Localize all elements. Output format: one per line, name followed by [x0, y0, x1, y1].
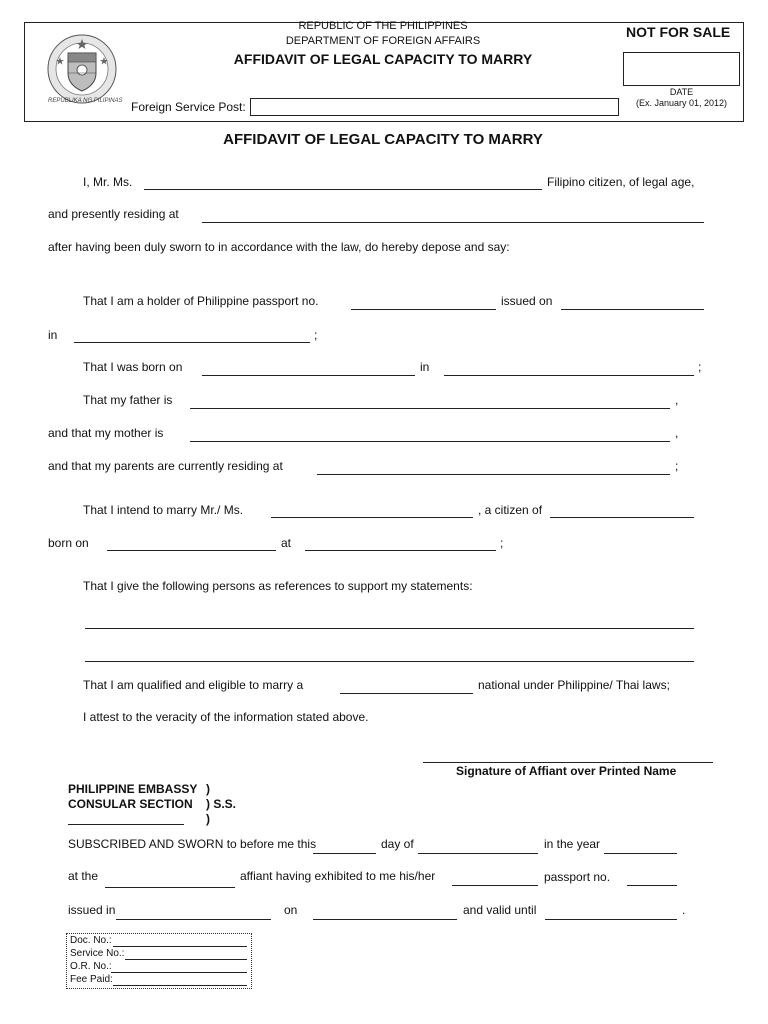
header-title: AFFIDAVIT OF LEGAL CAPACITY TO MARRY — [233, 51, 533, 67]
semicolon-2: ; — [698, 360, 702, 374]
issued-in-label: in — [48, 328, 58, 342]
period: . — [682, 903, 686, 917]
signature-label: Signature of Affiant over Printed Name — [456, 764, 677, 778]
parents-address-field[interactable] — [317, 474, 670, 475]
department-heading: DEPARTMENT OF FOREIGN AFFAIRS — [285, 35, 481, 47]
passport-issue-date-field[interactable] — [561, 309, 704, 310]
jurat-day-field[interactable] — [313, 853, 376, 854]
father-label: That my father is — [83, 393, 173, 407]
i-mr-ms-label: I, Mr. Ms. — [83, 175, 133, 189]
jurat-year-field[interactable] — [604, 853, 677, 854]
valid-until-field[interactable] — [545, 919, 677, 920]
birth-in-label: in — [420, 360, 430, 374]
at-the-label: at the — [68, 869, 99, 883]
spouse-born-at-label: at — [281, 536, 292, 550]
seal-label: REPUBLIKA NG PILIPINAS — [48, 98, 123, 104]
exhibited-label: affiant having exhibited to me his/her — [240, 869, 436, 883]
jurat-place-field[interactable] — [105, 887, 235, 888]
attest-text: I attest to the veracity of the information stated above. — [83, 710, 369, 724]
mother-label: and that my mother is — [48, 426, 164, 440]
doc-no-label: Doc. No.: — [70, 935, 112, 946]
doc-no-field[interactable] — [113, 946, 247, 947]
affiant-name-field[interactable] — [144, 189, 542, 190]
intend-to-marry-label: That I intend to marry Mr./ Ms. — [83, 503, 244, 517]
subscribed-label: SUBSCRIBED AND SWORN to before me this — [68, 837, 317, 851]
birth-place-field[interactable] — [444, 375, 694, 376]
date-label: DATE — [669, 87, 694, 97]
semicolon-3: ; — [675, 459, 679, 473]
jurat-issued-in-label: issued in — [68, 903, 116, 917]
passport-holder-label: That I am a holder of Philippine passport no. — [83, 294, 319, 308]
signature-field[interactable] — [423, 762, 713, 763]
parents-residing-label: and that my parents are currently residing at — [48, 459, 283, 473]
references-text: That I give the following persons as references to support my statements: — [83, 579, 473, 593]
location-field[interactable] — [68, 824, 184, 825]
passport-number-field[interactable] — [351, 309, 496, 310]
foreign-service-post-label: Foreign Service Post: — [131, 100, 246, 114]
spouse-birth-place-field[interactable] — [305, 550, 496, 551]
or-no-field[interactable] — [111, 972, 247, 973]
service-no-label: Service No.: — [70, 948, 125, 959]
form-title: AFFIDAVIT OF LEGAL CAPACITY TO MARRY — [223, 131, 543, 148]
republic-heading: REPUBLIC OF THE PHILIPPINES — [298, 20, 468, 32]
issued-on-label: issued on — [501, 294, 553, 308]
jurat-issued-in-field[interactable] — [116, 919, 271, 920]
date-field[interactable] — [623, 52, 740, 86]
reference-line-2[interactable] — [85, 661, 694, 662]
comma-1: , — [675, 393, 679, 407]
document-record-box — [66, 933, 252, 989]
qualified-label: That I am qualified and eligible to marry a — [83, 678, 304, 692]
filipino-citizen-text: Filipino citizen, of legal age, — [547, 175, 695, 189]
jurat-on-label: on — [284, 903, 298, 917]
mother-name-field[interactable] — [190, 441, 670, 442]
valid-until-label: and valid until — [463, 903, 537, 917]
date-example: (Ex. January 01, 2012) — [635, 98, 728, 108]
semicolon-4: ; — [500, 536, 504, 550]
philippine-seal-icon — [46, 33, 118, 105]
spouse-citizenship-field[interactable] — [550, 517, 694, 518]
service-no-field[interactable] — [125, 959, 247, 960]
paren-1: ) — [206, 782, 210, 796]
paren-ss: ) S.S. — [206, 797, 237, 811]
residence-address-field[interactable] — [202, 222, 704, 223]
not-for-sale-label: NOT FOR SALE — [626, 24, 731, 40]
paren-3: ) — [206, 812, 210, 826]
passport-issue-place-field[interactable] — [74, 342, 310, 343]
comma-2: , — [675, 426, 679, 440]
duly-sworn-text: after having been duly sworn to in accordance with the law, do hereby depose and say: — [48, 240, 510, 254]
jurat-passport-no-field[interactable] — [627, 885, 677, 886]
or-no-label: O.R. No.: — [70, 961, 112, 972]
spouse-birth-date-field[interactable] — [107, 550, 276, 551]
spouse-born-on-label: born on — [48, 536, 89, 550]
fee-paid-field[interactable] — [113, 985, 247, 986]
birth-date-field[interactable] — [202, 375, 415, 376]
in-the-year-label: in the year — [544, 837, 601, 851]
jurat-month-field[interactable] — [418, 853, 538, 854]
national-under-text: national under Philippine/ Thai laws; — [478, 678, 670, 692]
foreign-service-post-field[interactable] — [250, 98, 619, 116]
jurat-passport-no-label: passport no. — [544, 870, 611, 884]
father-name-field[interactable] — [190, 408, 670, 409]
citizen-of-label: , a citizen of — [478, 503, 543, 517]
day-of-label: day of — [381, 837, 414, 851]
passport-type-field[interactable] — [452, 885, 538, 886]
reference-line-1[interactable] — [85, 628, 694, 629]
intended-spouse-field[interactable] — [271, 517, 473, 518]
jurat-issued-on-field[interactable] — [313, 919, 457, 920]
spouse-nationality-field[interactable] — [340, 693, 473, 694]
born-on-label: That I was born on — [83, 360, 183, 374]
embassy-label: PHILIPPINE EMBASSY — [68, 782, 198, 796]
fee-paid-label: Fee Paid: — [70, 974, 113, 985]
semicolon-1: ; — [314, 328, 318, 342]
residing-at-label: and presently residing at — [48, 207, 179, 221]
consular-section-label: CONSULAR SECTION — [68, 797, 193, 811]
